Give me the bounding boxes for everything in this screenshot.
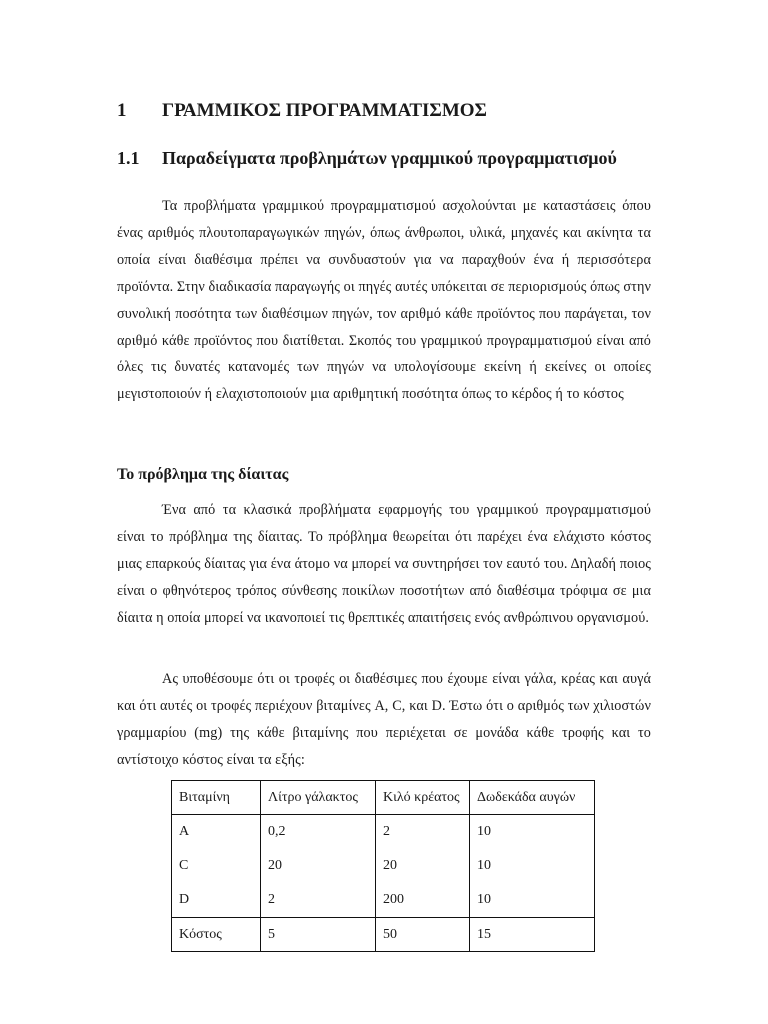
table-cell: 50 xyxy=(376,918,470,952)
table-cell: Κόστος xyxy=(172,918,261,952)
table-header-cell: Δωδεκάδα αυγών xyxy=(470,781,595,815)
table-row xyxy=(172,815,595,850)
diet-problem-paragraph: Ένα από τα κλασικά προβλήματα εφαρμογής του γραμμικού προγραμματισμού είναι το πρόβλημα της δίαιτας. Το πρόβλημα θεωρείται ότι παρέχει ένα ελάχιστο κόστος μιας επαρκούς δίαιτας για ένα άτομο να μπορεί να συντηρήσει τον εαυτό του. Δηλαδή ποιος είναι ο φθηνότερος τρόπος σύνθεσης ποικίλων ποσοτήτων από διαθέσιμα τρόφιμα σε μια δίαιτα η οποία μπορεί να ικανοποιεί τις θρεπτικές απαιτήσεις ενός ανθρώπινου οργανισμού. xyxy=(117,502,651,626)
chapter-title: ΓΡΑΜΜΙΚΟΣ ΠΡΟΓΡΑΜΜΑΤΙΣΜΟΣ xyxy=(162,100,487,121)
table-cell: D xyxy=(172,883,261,918)
table-cell: 2 xyxy=(376,815,470,850)
table-header-cell: Κιλό κρέατος xyxy=(376,781,470,815)
table-cell: 10 xyxy=(470,815,595,850)
table-cell: 10 xyxy=(470,883,595,918)
table-header-cell: Βιταμίνη xyxy=(172,781,261,815)
table-cell: C xyxy=(172,849,261,883)
table-cell: 2 xyxy=(261,883,376,918)
table-cell: 5 xyxy=(261,918,376,952)
chapter-number: 1 xyxy=(117,100,127,121)
cost-row xyxy=(172,918,595,952)
subsection-heading: Το πρόβλημα της δίαιτας xyxy=(117,466,289,483)
table-row xyxy=(172,849,595,883)
section-number: 1.1 xyxy=(117,148,140,168)
table-cell: 0,2 xyxy=(261,815,376,850)
table-row xyxy=(172,883,595,918)
assumption-paragraph: Ας υποθέσουμε ότι οι τροφές οι διαθέσιμες που έχουμε είναι γάλα, κρέας και αυγά και ότι αυτές οι τροφές περιέχουν βιταμίνες A, C, και D. Έστω ότι ο αριθμός των χιλιοστών γραμμαρίου (mg) της κάθε βιταμίνης που περιέχεται σε μονάδα κάθε τροφής και το αντίστοιχο κόστος είναι τα εξής: xyxy=(117,671,651,768)
table-cell: 200 xyxy=(376,883,470,918)
vitamin-table xyxy=(171,780,595,952)
table-cell: 20 xyxy=(376,849,470,883)
section-title: Παραδείγματα προβλημάτων γραμμικού προγραμματισμού xyxy=(162,148,617,168)
table-header-cell: Λίτρο γάλακτος xyxy=(261,781,376,815)
table-cell: 20 xyxy=(261,849,376,883)
table-cell: 10 xyxy=(470,849,595,883)
table-cell: 15 xyxy=(470,918,595,952)
table-cell: A xyxy=(172,815,261,850)
table-header-row xyxy=(172,781,595,815)
intro-paragraph: Τα προβλήματα γραμμικού προγραμματισμού ασχολούνται με καταστάσεις όπου ένας αριθμός πλουτοπαραγωγικών πηγών, όπως άνθρωποι, υλικά, μηχανές και ακίνητα τα οποία είναι διαθέσιμα πρέπει να συνδυαστούν για να παραχθούν ένα ή περισσότερα προϊόντα. Στην διαδικασία παραγωγής οι πηγές αυτές υπόκειται σε περιορισμούς όπως στην συνολική ποσότητα των διαθέσιμων πηγών, τον αριθμό κάθε προϊόντος που παράγεται, τον αριθμό κάθε προϊόντος που διατίθεται. Σκοπός του γραμμικού προγραμματισμού είναι από όλες τις δυνατές κατανομές των πηγών να υπολογίσουμε εκείνη ή εκείνες οι οποίες μεγιστοποιούν ή ελαχιστοποιούν μια αριθμητική ποσότητα όπως το κέρδος ή το κόστος xyxy=(117,198,651,403)
